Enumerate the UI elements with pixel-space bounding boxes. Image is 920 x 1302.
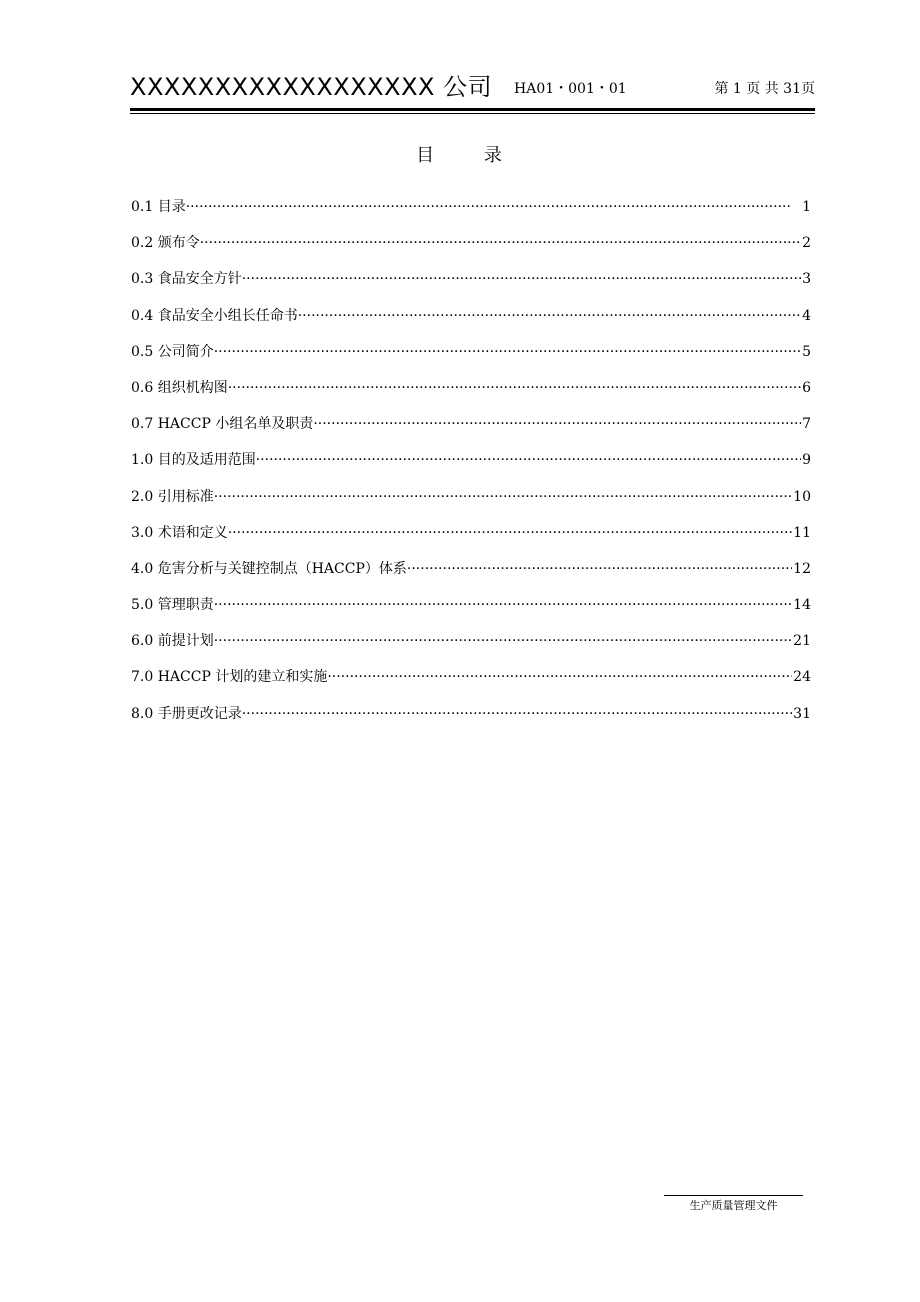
toc-leader-dots [228, 380, 801, 396]
toc-leader-dots [298, 308, 801, 324]
toc-entry-label: 6.0 前提计划 [131, 633, 214, 650]
toc-entry[interactable] [131, 522, 811, 558]
toc-entry-label: 3.0 术语和定义 [131, 524, 228, 541]
page-header [130, 72, 815, 106]
toc-leader-dots [214, 344, 801, 360]
toc-entry-page: 2 [802, 235, 811, 252]
toc-entry-label: 0.4 食品安全小组长任命书 [131, 307, 298, 324]
toc-entry[interactable] [131, 703, 811, 739]
table-of-contents [131, 196, 811, 739]
toc-entry-page: 12 [793, 560, 811, 577]
toc-entry-label: 0.2 颁布令 [131, 235, 200, 252]
toc-entry-label: 1.0 目的及适用范围 [131, 452, 256, 469]
toc-leader-dots [256, 452, 801, 468]
header-rule-thin [130, 113, 815, 114]
toc-entry[interactable] [131, 268, 811, 304]
toc-entry-page: 1 [802, 199, 811, 215]
toc-entry-label: 0.7 HACCP 小组名单及职责 [131, 416, 314, 433]
toc-entry-label: 7.0 HACCP 计划的建立和实施 [131, 669, 328, 686]
toc-entry-label: 0.1 目录 [131, 199, 186, 215]
toc-leader-dots [313, 416, 801, 432]
toc-entry-page: 21 [793, 633, 811, 650]
footer-label: 生产质量管理文件 [689, 1199, 778, 1212]
toc-title: 目 录 [416, 145, 524, 166]
toc-entry-page: 7 [802, 416, 811, 433]
toc-leader-dots [186, 199, 801, 215]
toc-entry[interactable] [131, 196, 811, 232]
toc-entry-page: 31 [793, 705, 811, 722]
company-name: XXXXXXXXXXXXXXXXXX 公司 [130, 73, 493, 101]
toc-entry[interactable] [131, 377, 811, 413]
toc-entry-label: 0.3 食品安全方针 [131, 271, 242, 288]
toc-leader-dots [214, 489, 792, 505]
toc-entry-label: 4.0 危害分析与关键控制点（HACCP）体系 [131, 560, 407, 577]
toc-entry[interactable] [131, 413, 811, 449]
toc-entry[interactable] [131, 232, 811, 268]
toc-entry[interactable] [131, 305, 811, 341]
footer-rule [664, 1195, 803, 1196]
toc-leader-dots [327, 669, 792, 685]
toc-entry-page: 9 [802, 452, 811, 469]
page-number-info: 第 1 页 共 31页 [714, 81, 815, 97]
document-code: HA01・001・01 [514, 81, 627, 97]
toc-entry-page: 24 [793, 669, 811, 686]
toc-entry-page: 14 [793, 597, 811, 614]
toc-entry-label: 0.6 组织机构图 [131, 379, 228, 396]
toc-entry-page: 4 [802, 307, 811, 324]
toc-entry-page: 11 [793, 524, 811, 541]
toc-entry-label: 8.0 手册更改记录 [131, 705, 242, 722]
toc-entry-page: 6 [802, 379, 811, 396]
toc-entry[interactable] [131, 630, 811, 666]
toc-entry[interactable] [131, 594, 811, 630]
toc-entry-page: 5 [802, 343, 811, 360]
toc-entry[interactable] [131, 666, 811, 702]
toc-entry[interactable] [131, 558, 811, 594]
toc-entry-page: 3 [802, 271, 811, 288]
toc-leader-dots [200, 235, 801, 251]
toc-entry[interactable] [131, 449, 811, 485]
toc-leader-dots [407, 561, 792, 577]
toc-entry-label: 2.0 引用标准 [131, 488, 214, 505]
toc-leader-dots [228, 525, 792, 541]
toc-entry-page: 10 [793, 488, 811, 505]
toc-entry[interactable] [131, 341, 811, 377]
toc-entry-label: 0.5 公司简介 [131, 343, 214, 360]
toc-leader-dots [242, 271, 801, 287]
toc-leader-dots [214, 597, 792, 613]
toc-entry-label: 5.0 管理职责 [131, 597, 214, 614]
header-rule-thick [130, 108, 815, 111]
toc-leader-dots [214, 633, 792, 649]
toc-entry[interactable] [131, 486, 811, 522]
toc-leader-dots [242, 706, 792, 722]
